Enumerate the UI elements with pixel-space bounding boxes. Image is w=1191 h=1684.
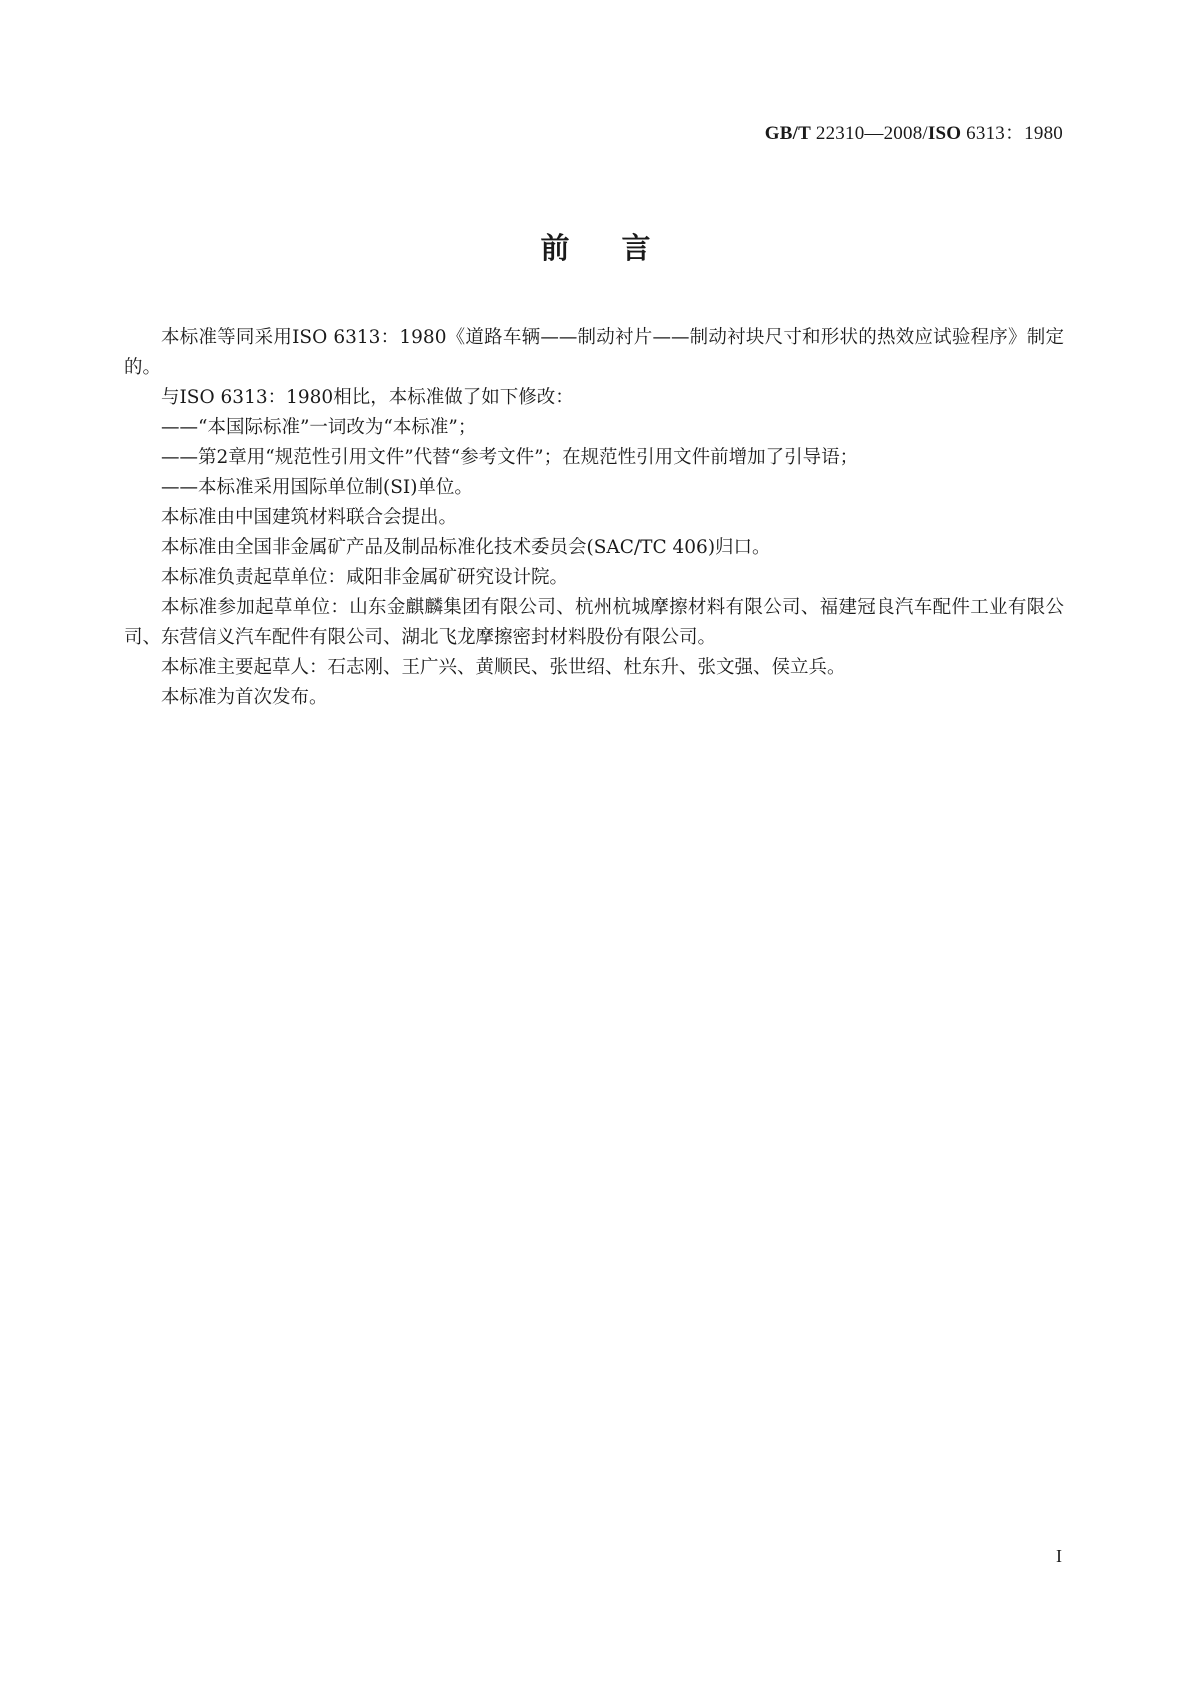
paragraph-adoption: 本标准等同采用ISO 6313：1980《道路车辆——制动衬片——制动衬块尺寸和形状的热效应试验程序》制定的。 (124, 327, 1064, 378)
list-item-modification: ——本标准采用国际单位制(SI)单位。 (161, 477, 473, 498)
gb-number: 22310—2008/ (810, 123, 928, 144)
paragraph-first-release: 本标准为首次发布。 (161, 687, 328, 708)
paragraph-proposer: 本标准由中国建筑材料联合会提出。 (161, 507, 458, 528)
paragraph-responsible-drafter: 本标准负责起草单位：咸阳非金属矿研究设计院。 (161, 567, 569, 588)
page-number: I (1056, 1546, 1062, 1566)
iso-prefix: ISO (927, 123, 962, 144)
gb-prefix: GB/T (764, 123, 811, 144)
page-title: 前言 (540, 231, 703, 265)
paragraph-participating-drafters: 本标准参加起草单位：山东金麒麟集团有限公司、杭州杭城摩擦材料有限公司、福建冠良汽车配件工业有限公司、东营信义汽车配件有限公司、湖北飞龙摩擦密封材料股份有限公司。 (124, 597, 1064, 648)
paragraph-main-drafters: 本标准主要起草人：石志刚、王广兴、黄顺民、张世绍、杜东升、张文强、侯立兵。 (161, 657, 846, 678)
foreword-body (124, 323, 1064, 713)
list-item-modification: ——第2章用“规范性引用文件”代替“参考文件”；在规范性引用文件前增加了引导语； (161, 447, 859, 468)
list-item-modification: ——“本国际标准”一词改为“本标准”； (161, 417, 477, 438)
standard-code-header (765, 118, 1063, 145)
paragraph-centralized-by: 本标准由全国非金属矿产品及制品标准化技术委员会(SAC/TC 406)归口。 (161, 537, 771, 558)
iso-number: 6313：1980 (961, 123, 1063, 144)
paragraph-modifications-intro: 与ISO 6313：1980相比，本标准做了如下修改： (161, 387, 574, 408)
